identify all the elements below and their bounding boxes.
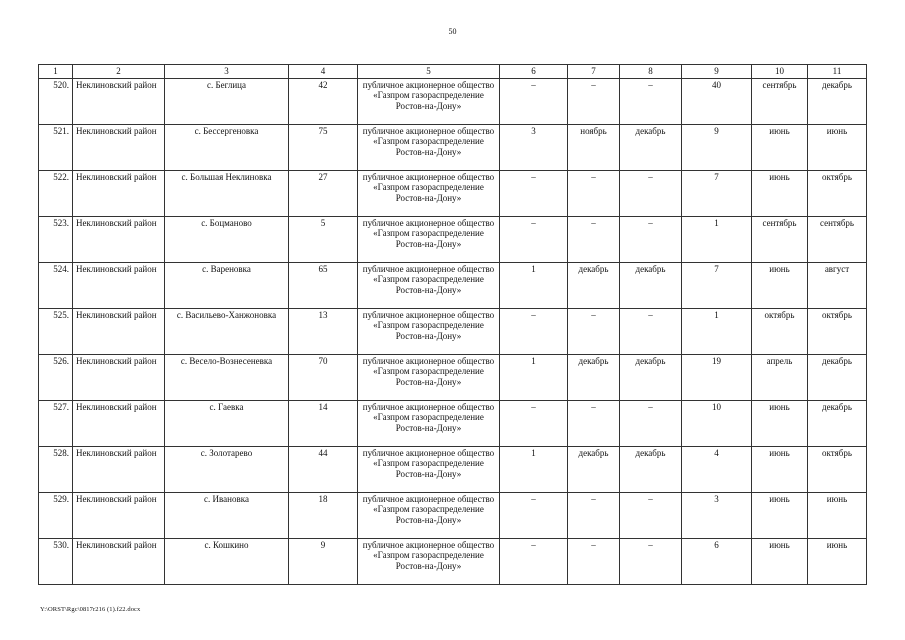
cell-col8-month: –: [620, 217, 682, 263]
table-row: [39, 539, 867, 585]
cell-col10-month: июнь: [752, 539, 808, 585]
cell-col9-value: 1: [682, 309, 752, 355]
cell-col6-value: –: [500, 309, 568, 355]
cell-col9-value: 6: [682, 539, 752, 585]
cell-settlement: с. Васильево-Ханжоновка: [165, 309, 289, 355]
cell-district: Неклиновский район: [73, 309, 165, 355]
cell-col11-month: декабрь: [808, 401, 867, 447]
column-header-6: 6: [500, 65, 568, 79]
cell-settlement: с. Гаевка: [165, 401, 289, 447]
cell-col8-month: –: [620, 171, 682, 217]
cell-col11-month: июнь: [808, 125, 867, 171]
table-row: [39, 263, 867, 309]
cell-col7-month: декабрь: [568, 263, 620, 309]
cell-col8-month: декабрь: [620, 355, 682, 401]
cell-row-number: 528.: [39, 447, 73, 493]
cell-col10-month: сентябрь: [752, 79, 808, 125]
cell-row-number: 529.: [39, 493, 73, 539]
cell-col8-month: декабрь: [620, 447, 682, 493]
cell-settlement: с. Боцманово: [165, 217, 289, 263]
cell-district: Неклиновский район: [73, 217, 165, 263]
cell-col6-value: 3: [500, 125, 568, 171]
cell-district: Неклиновский район: [73, 355, 165, 401]
cell-district: Неклиновский район: [73, 447, 165, 493]
cell-col10-month: сентябрь: [752, 217, 808, 263]
cell-col11-month: август: [808, 263, 867, 309]
cell-district: Неклиновский район: [73, 493, 165, 539]
cell-organization: публичное акционерное общество «Газпром газораспределение Ростов-на-Дону»: [358, 493, 500, 539]
cell-settlement: с. Вареновка: [165, 263, 289, 309]
cell-count: 5: [289, 217, 358, 263]
cell-count: 42: [289, 79, 358, 125]
cell-organization: публичное акционерное общество «Газпром газораспределение Ростов-на-Дону»: [358, 263, 500, 309]
cell-col9-value: 19: [682, 355, 752, 401]
cell-col8-month: –: [620, 309, 682, 355]
cell-row-number: 526.: [39, 355, 73, 401]
column-header-10: 10: [752, 65, 808, 79]
cell-col6-value: –: [500, 539, 568, 585]
table-row: [39, 493, 867, 539]
cell-col9-value: 10: [682, 401, 752, 447]
cell-row-number: 530.: [39, 539, 73, 585]
cell-col7-month: декабрь: [568, 447, 620, 493]
table-row: [39, 355, 867, 401]
cell-col8-month: –: [620, 79, 682, 125]
cell-settlement: с. Ивановка: [165, 493, 289, 539]
cell-organization: публичное акционерное общество «Газпром газораспределение Ростов-на-Дону»: [358, 125, 500, 171]
cell-row-number: 521.: [39, 125, 73, 171]
cell-col7-month: ноябрь: [568, 125, 620, 171]
cell-col6-value: –: [500, 493, 568, 539]
table-row: [39, 447, 867, 493]
cell-col8-month: декабрь: [620, 125, 682, 171]
cell-col10-month: июнь: [752, 447, 808, 493]
cell-count: 14: [289, 401, 358, 447]
cell-col11-month: июнь: [808, 493, 867, 539]
table-row: [39, 125, 867, 171]
cell-district: Неклиновский район: [73, 539, 165, 585]
table-row: [39, 217, 867, 263]
table-body: [39, 79, 867, 585]
column-header-7: 7: [568, 65, 620, 79]
cell-row-number: 525.: [39, 309, 73, 355]
cell-col8-month: –: [620, 401, 682, 447]
cell-col11-month: июнь: [808, 539, 867, 585]
cell-col7-month: декабрь: [568, 355, 620, 401]
column-header-11: 11: [808, 65, 867, 79]
table-row: [39, 79, 867, 125]
table-row: [39, 171, 867, 217]
column-header-2: 2: [73, 65, 165, 79]
column-header-8: 8: [620, 65, 682, 79]
column-header-5: 5: [358, 65, 500, 79]
cell-col7-month: –: [568, 217, 620, 263]
header-row: [39, 65, 867, 79]
cell-col10-month: апрель: [752, 355, 808, 401]
cell-col7-month: –: [568, 171, 620, 217]
cell-col9-value: 7: [682, 171, 752, 217]
cell-settlement: с. Бессергеновка: [165, 125, 289, 171]
cell-col9-value: 9: [682, 125, 752, 171]
cell-col8-month: –: [620, 493, 682, 539]
cell-organization: публичное акционерное общество «Газпром газораспределение Ростов-на-Дону»: [358, 447, 500, 493]
cell-col6-value: 1: [500, 355, 568, 401]
cell-count: 18: [289, 493, 358, 539]
table-row: [39, 401, 867, 447]
cell-col10-month: июнь: [752, 125, 808, 171]
cell-organization: публичное акционерное общество «Газпром газораспределение Ростов-на-Дону»: [358, 355, 500, 401]
cell-organization: публичное акционерное общество «Газпром газораспределение Ростов-на-Дону»: [358, 79, 500, 125]
cell-col11-month: сентябрь: [808, 217, 867, 263]
cell-col6-value: –: [500, 171, 568, 217]
cell-col10-month: июнь: [752, 493, 808, 539]
cell-col9-value: 7: [682, 263, 752, 309]
cell-row-number: 524.: [39, 263, 73, 309]
cell-col6-value: –: [500, 79, 568, 125]
cell-count: 13: [289, 309, 358, 355]
cell-district: Неклиновский район: [73, 263, 165, 309]
cell-row-number: 522.: [39, 171, 73, 217]
cell-count: 9: [289, 539, 358, 585]
cell-count: 27: [289, 171, 358, 217]
gasification-schedule-table: [38, 64, 867, 585]
cell-col9-value: 1: [682, 217, 752, 263]
cell-col10-month: июнь: [752, 401, 808, 447]
cell-col6-value: 1: [500, 263, 568, 309]
column-header-1: 1: [39, 65, 73, 79]
cell-col7-month: –: [568, 79, 620, 125]
cell-district: Неклиновский район: [73, 79, 165, 125]
cell-settlement: с. Кошкино: [165, 539, 289, 585]
column-header-3: 3: [165, 65, 289, 79]
page-number: 50: [448, 27, 457, 36]
cell-row-number: 527.: [39, 401, 73, 447]
cell-count: 75: [289, 125, 358, 171]
table-row: [39, 309, 867, 355]
cell-col7-month: –: [568, 493, 620, 539]
cell-district: Неклиновский район: [73, 125, 165, 171]
cell-col10-month: июнь: [752, 263, 808, 309]
cell-col9-value: 40: [682, 79, 752, 125]
cell-col9-value: 4: [682, 447, 752, 493]
column-header-9: 9: [682, 65, 752, 79]
document-file-path: Y:\ORST\Rgc\0817r216 (1).f22.docx: [40, 606, 141, 613]
cell-col11-month: октябрь: [808, 447, 867, 493]
cell-col8-month: декабрь: [620, 263, 682, 309]
cell-row-number: 523.: [39, 217, 73, 263]
cell-col11-month: декабрь: [808, 355, 867, 401]
cell-row-number: 520.: [39, 79, 73, 125]
cell-col7-month: –: [568, 539, 620, 585]
cell-organization: публичное акционерное общество «Газпром газораспределение Ростов-на-Дону»: [358, 171, 500, 217]
cell-col6-value: –: [500, 401, 568, 447]
cell-settlement: с. Беглица: [165, 79, 289, 125]
cell-col10-month: июнь: [752, 171, 808, 217]
cell-col7-month: –: [568, 401, 620, 447]
cell-settlement: с. Золотарево: [165, 447, 289, 493]
cell-col9-value: 3: [682, 493, 752, 539]
cell-col8-month: –: [620, 539, 682, 585]
cell-settlement: с. Весело-Вознесеневка: [165, 355, 289, 401]
cell-district: Неклиновский район: [73, 171, 165, 217]
cell-organization: публичное акционерное общество «Газпром газораспределение Ростов-на-Дону»: [358, 401, 500, 447]
cell-col11-month: октябрь: [808, 309, 867, 355]
cell-settlement: с. Большая Неклиновка: [165, 171, 289, 217]
cell-col11-month: октябрь: [808, 171, 867, 217]
cell-col10-month: октябрь: [752, 309, 808, 355]
cell-count: 70: [289, 355, 358, 401]
table-header: [39, 65, 867, 79]
cell-district: Неклиновский район: [73, 401, 165, 447]
cell-organization: публичное акционерное общество «Газпром газораспределение Ростов-на-Дону»: [358, 217, 500, 263]
cell-organization: публичное акционерное общество «Газпром газораспределение Ростов-на-Дону»: [358, 539, 500, 585]
cell-col6-value: 1: [500, 447, 568, 493]
column-header-4: 4: [289, 65, 358, 79]
cell-col7-month: –: [568, 309, 620, 355]
cell-col11-month: декабрь: [808, 79, 867, 125]
cell-count: 44: [289, 447, 358, 493]
cell-organization: публичное акционерное общество «Газпром газораспределение Ростов-на-Дону»: [358, 309, 500, 355]
cell-count: 65: [289, 263, 358, 309]
cell-col6-value: –: [500, 217, 568, 263]
